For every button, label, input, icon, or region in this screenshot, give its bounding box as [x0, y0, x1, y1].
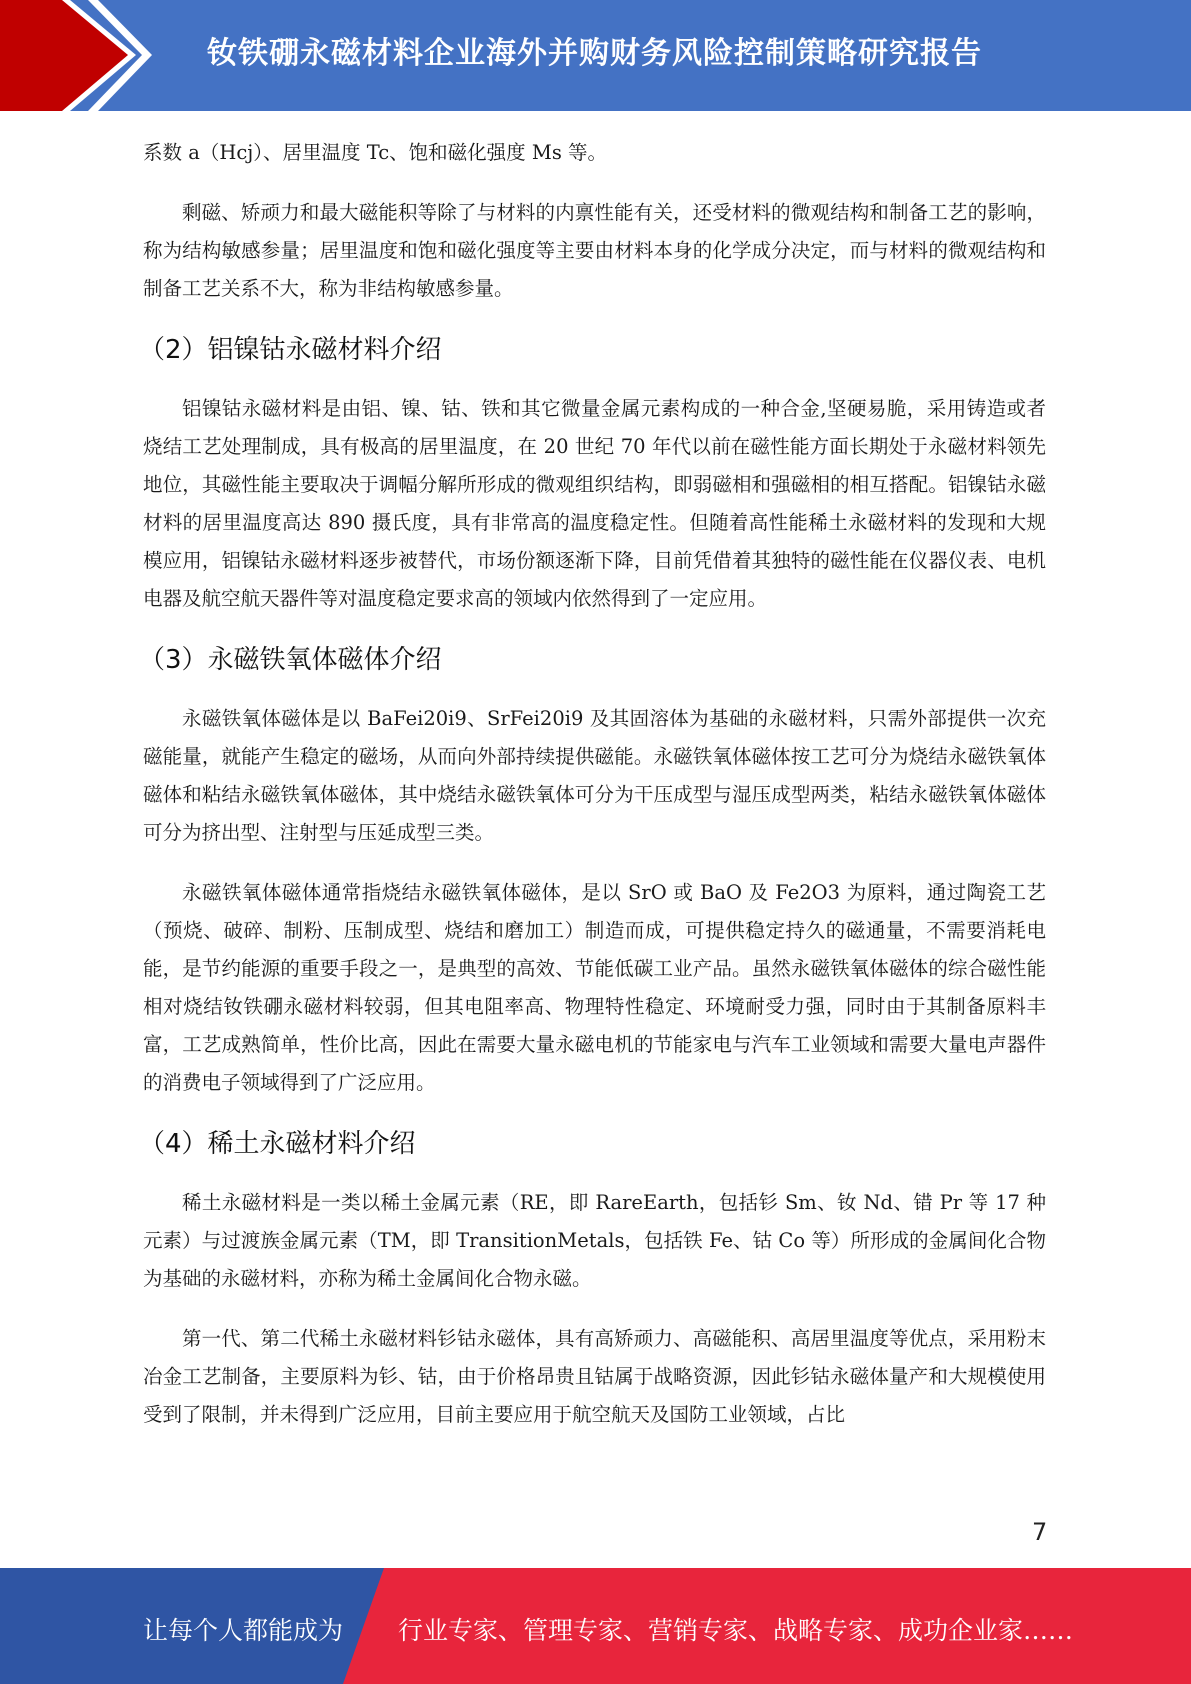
main-content	[139, 134, 1046, 1456]
report-title: 钕铁硼永磁材料企业海外并购财务风险控制策略研究报告	[207, 36, 982, 71]
section-heading: （3）永磁铁氧体磁体介绍	[139, 645, 442, 675]
section-heading: （4）稀土永磁材料介绍	[139, 1129, 416, 1159]
page-header	[0, 0, 1191, 111]
section-heading: （2）铝镍钴永磁材料介绍	[139, 335, 442, 365]
footer-slogan-left: 让每个人都能成为	[143, 1616, 344, 1645]
paragraph: 第一代、第二代稀土永磁材料钐钴永磁体，具有高矫顽力、高磁能积、高居里温度等优点，采用粉末冶金工艺制备，主要原料为钐、钴，由于价格昂贵且钴属于战略资源，因此钐钴永磁体量产和大规模使用受到了限制，并未得到广泛应用，目前主要应用于航空航天及国防工业领域，占比	[143, 1327, 1046, 1426]
paragraph: 铝镍钴永磁材料是由铝、镍、钴、铁和其它微量金属元素构成的一种合金,坚硬易脆，采用铸造或者烧结工艺处理制成，具有极高的居里温度，在 20 世纪 70 年代以前在磁性能方面长期处于永磁材料领先地位，其磁性能主要取决于调幅分解所形成的微观组织结构，即弱磁相和强磁相的相互搭配。铝镍钴永磁材料的居里温度高达 890 摄氏度，具有非常高的温度稳定性。但随着高性能稀土永磁材料的发现和大规模应用，铝镍钴永磁材料逐步被替代，市场份额逐渐下降，目前凭借着其独特的磁性能在仪器仪表、电机电器及航空航天器件等对温度稳定要求高的领域内依然得到了一定应用。	[143, 397, 1046, 610]
page-footer	[0, 1568, 1191, 1684]
paragraph: 稀土永磁材料是一类以稀土金属元素（RE，即 RareEarth，包括钐 Sm、钕 Nd、错 Pr 等 17 种元素）与过渡族金属元素（TM，即 TransitionMetals，包括铁 Fe、钴 Co 等）所形成的金属间化合物为基础的永磁材料，亦称为稀土金属间化合物永磁。	[143, 1191, 1046, 1290]
footer-slogan-right: 行业专家、管理专家、营销专家、战略专家、成功企业家……	[398, 1616, 1074, 1645]
page-number: 7	[1032, 1518, 1048, 1546]
paragraph: 永磁铁氧体磁体通常指烧结永磁铁氧体磁体，是以 SrO 或 BaO 及 Fe2O3 为原料，通过陶瓷工艺（预烧、破碎、制粉、压制成型、烧结和磨加工）制造而成，可提供稳定持久的磁通量，不需要消耗电能，是节约能源的重要手段之一，是典型的高效、节能低碳工业产品。虽然永磁铁氧体磁体的综合磁性能相对烧结钕铁硼永磁材料较弱，但其电阻率高、物理特性稳定、环境耐受力强，同时由于其制备原料丰富，工艺成熟简单，性价比高，因此在需要大量永磁电机的节能家电与汽车工业领域和需要大量电声器件的消费电子领域得到了广泛应用。	[143, 881, 1046, 1094]
paragraph: 系数 a（Hcj）、居里温度 Tc、饱和磁化强度 Ms 等。	[143, 141, 608, 164]
paragraph: 永磁铁氧体磁体是以 BaFei20i9、SrFei20i9 及其固溶体为基础的永磁材料，只需外部提供一次充磁能量，就能产生稳定的磁场，从而向外部持续提供磁能。永磁铁氧体磁体按工艺可分为烧结永磁铁氧体磁体和粘结永磁铁氧体磁体，其中烧结永磁铁氧体可分为干压成型与湿压成型两类，粘结永磁铁氧体磁体可分为挤出型、注射型与压延成型三类。	[143, 707, 1046, 844]
paragraph: 剩磁、矫顽力和最大磁能积等除了与材料的内禀性能有关，还受材料的微观结构和制备工艺的影响，称为结构敏感参量；居里温度和饱和磁化强度等主要由材料本身的化学成分决定，而与材料的微观结构和制备工艺关系不大，称为非结构敏感参量。	[143, 201, 1046, 300]
